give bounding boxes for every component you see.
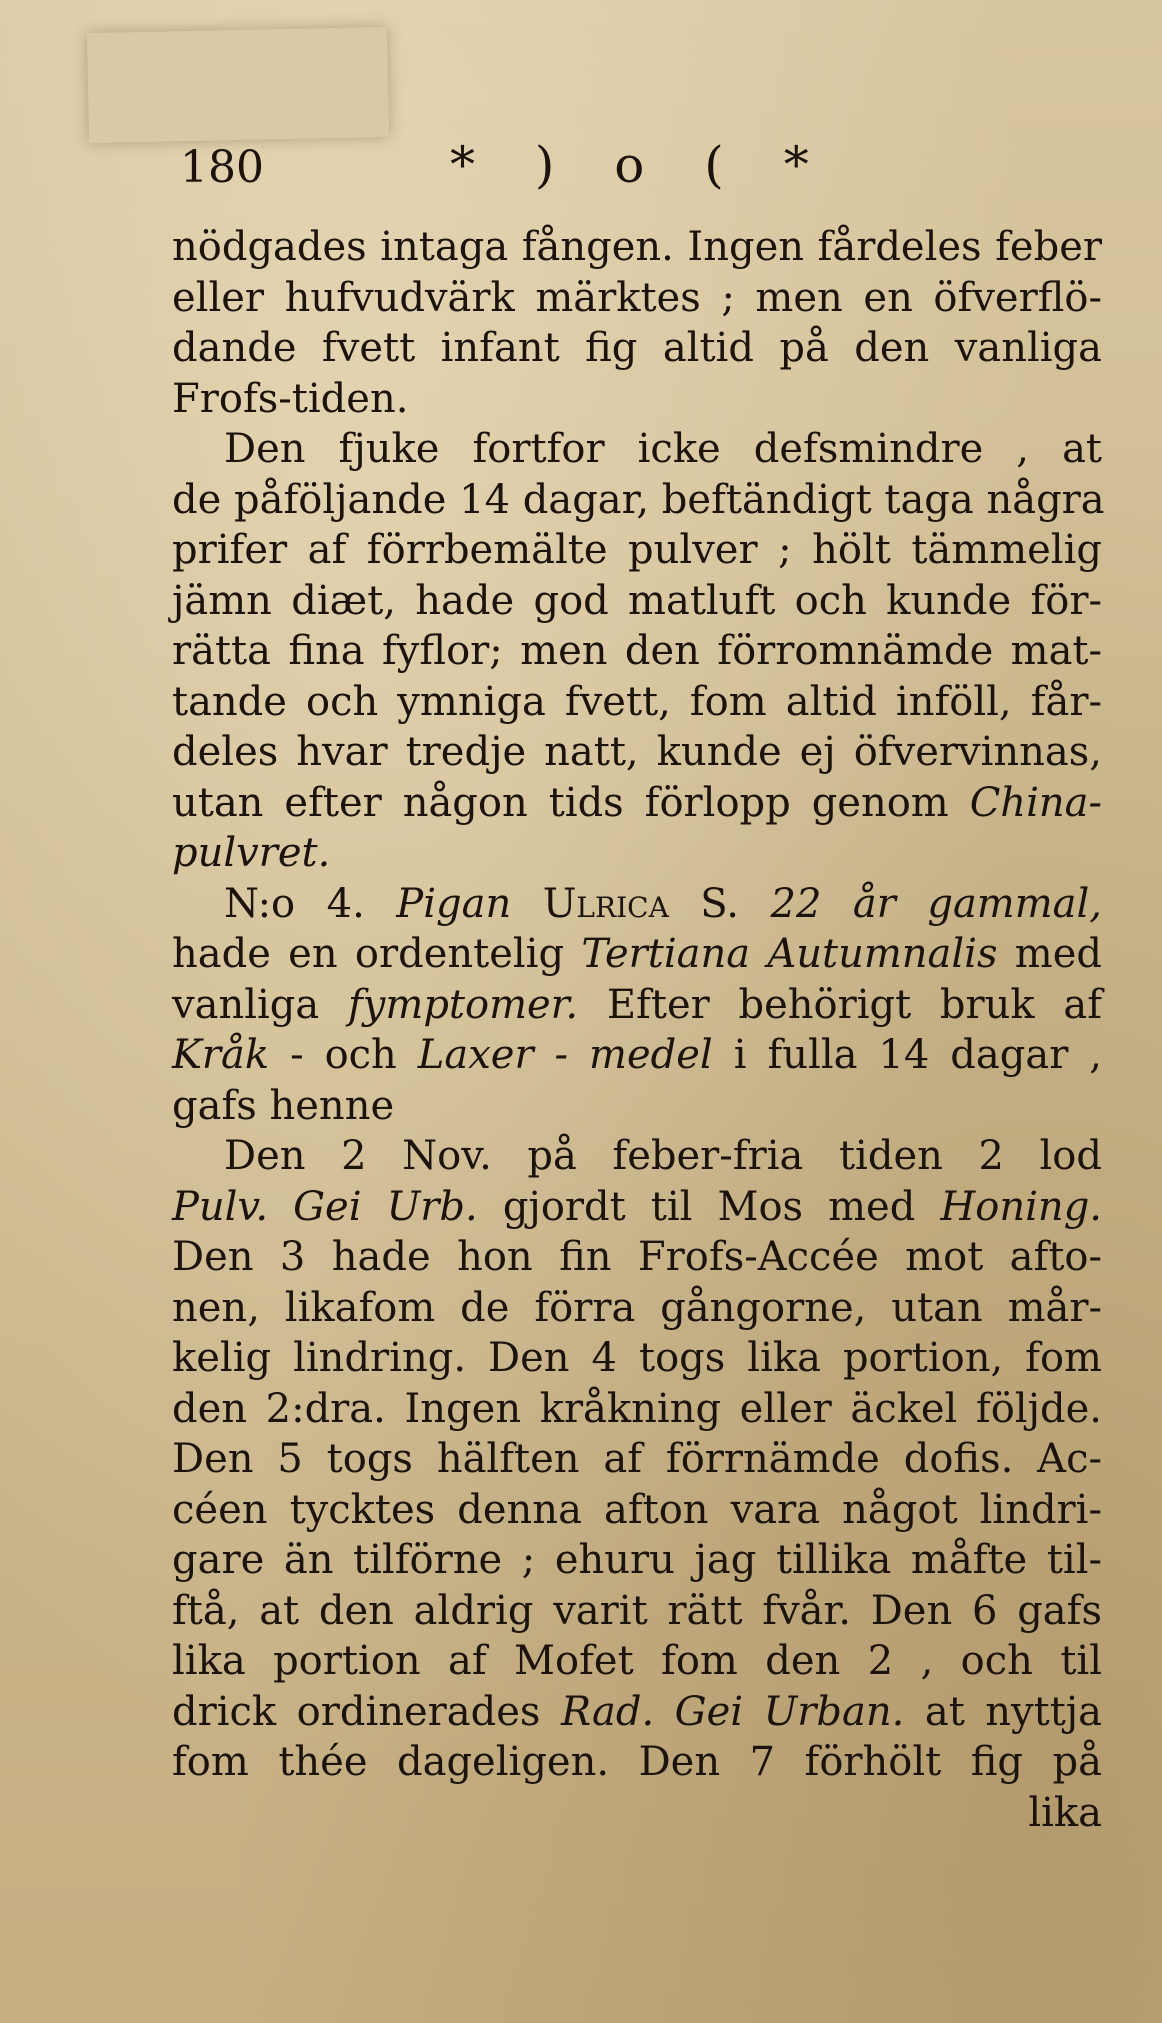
header-ornament: * ) o ( * <box>450 136 831 194</box>
text-line <box>172 879 1102 930</box>
text-line: fom thée dageligen. Den 7 förhölt fig på <box>172 1739 1102 1785</box>
text-run: Efter behörigt bruk af <box>606 981 1103 1028</box>
text-run: N:o 4. <box>224 880 365 927</box>
paper-tab <box>87 27 389 143</box>
text-run: med <box>1014 931 1103 977</box>
text-line <box>172 980 1102 1031</box>
text-line <box>172 1687 1102 1738</box>
text-line: Frofs-tiden. <box>172 375 409 422</box>
text-line: ftå, at den aldrig varit rätt fvår. Den 6 gafs <box>172 1587 1102 1634</box>
text-line: jämn diæt, hade god matluft och kunde för- <box>172 577 1102 624</box>
text-line: dande fvett infant fig altid på den vanliga <box>172 325 1102 371</box>
text-run: vanliga <box>172 981 320 1028</box>
running-head <box>180 130 1080 210</box>
text-run: utan efter någon tids förlopp genom <box>172 779 949 826</box>
italic-term: Pulv. Gei Urb. <box>172 1183 478 1230</box>
text-run: at nyttja <box>924 1688 1103 1735</box>
text-line: den 2:dra. Ingen kråkning eller äckel följde. <box>172 1385 1102 1432</box>
text-line <box>172 929 1102 980</box>
italic-term: fymptomer. <box>347 981 579 1028</box>
text-line: eller hufvudvärk märktes ; men en öfverflö- <box>172 274 1102 321</box>
text-line <box>172 1182 1102 1233</box>
patient-name: Ulrica S. <box>542 880 739 927</box>
text-run: gjordt til Mos med <box>502 1183 916 1230</box>
text-line: prifer af förrbemälte pulver ; hölt tämmelig <box>172 527 1102 573</box>
text-line: gafs henne <box>172 1082 395 1129</box>
text-run: hade en ordentelig <box>172 931 565 977</box>
italic-term: Laxer - medel <box>417 1032 713 1078</box>
italic-term: Pigan <box>396 880 512 927</box>
text-line: rätta fina fyflor; men den förromnämde mat- <box>172 628 1102 674</box>
text-run: i fulla 14 dagar , <box>733 1032 1103 1078</box>
text-line: de påföljande 14 dagar, beftändigt taga några <box>172 476 1105 523</box>
text-line: tande och ymniga fvett, fom altid inföll, får- <box>172 678 1102 725</box>
text-line <box>172 828 1102 879</box>
italic-term: Tertiana Autumnalis <box>581 931 998 977</box>
text-line <box>172 1030 1102 1081</box>
italic-term: Kråk <box>172 1032 270 1078</box>
italic-term: Honing. <box>940 1183 1103 1230</box>
text-line: Den 5 togs hälften af förrnämde dofis. Ac- <box>172 1436 1102 1482</box>
text-line: gare än tilförne ; ehuru jag tillika måfte til- <box>172 1537 1102 1583</box>
text-line: deles hvar tredje natt, kunde ej öfvervinnas, <box>172 729 1102 775</box>
italic-term: 22 år gammal, <box>770 880 1103 927</box>
text-line: Den 3 hade hon fin Frofs-Accée mot afto- <box>172 1234 1102 1280</box>
text-line: céen tycktes denna afton vara något lindri- <box>172 1486 1102 1533</box>
italic-term: Rad. Gei Urban. <box>560 1688 905 1735</box>
italic-term: China- <box>969 779 1102 826</box>
text-line: Den 2 Nov. på feber-fria tiden 2 lod <box>224 1133 1102 1179</box>
italic-term: pulvret. <box>172 830 331 876</box>
text-line: Den fjuke fortfor icke defsmindre , at <box>224 426 1102 472</box>
text-line: nen, likafom de förra gångorne, utan mår- <box>172 1284 1102 1331</box>
text-line <box>172 778 1102 829</box>
text-line: lika portion af Mofet fom den 2 , och til <box>172 1638 1102 1684</box>
text-run: drick ordinerades <box>172 1688 541 1735</box>
text-line: nödgades intaga fången. Ingen fårdeles feber <box>172 224 1102 270</box>
page-number: 180 <box>180 142 264 193</box>
text-run: - och <box>290 1032 397 1078</box>
text-line: kelig lindring. Den 4 togs lika portion, fom <box>172 1335 1102 1381</box>
text-block <box>172 222 1105 1838</box>
catchword: lika <box>1028 1789 1102 1836</box>
